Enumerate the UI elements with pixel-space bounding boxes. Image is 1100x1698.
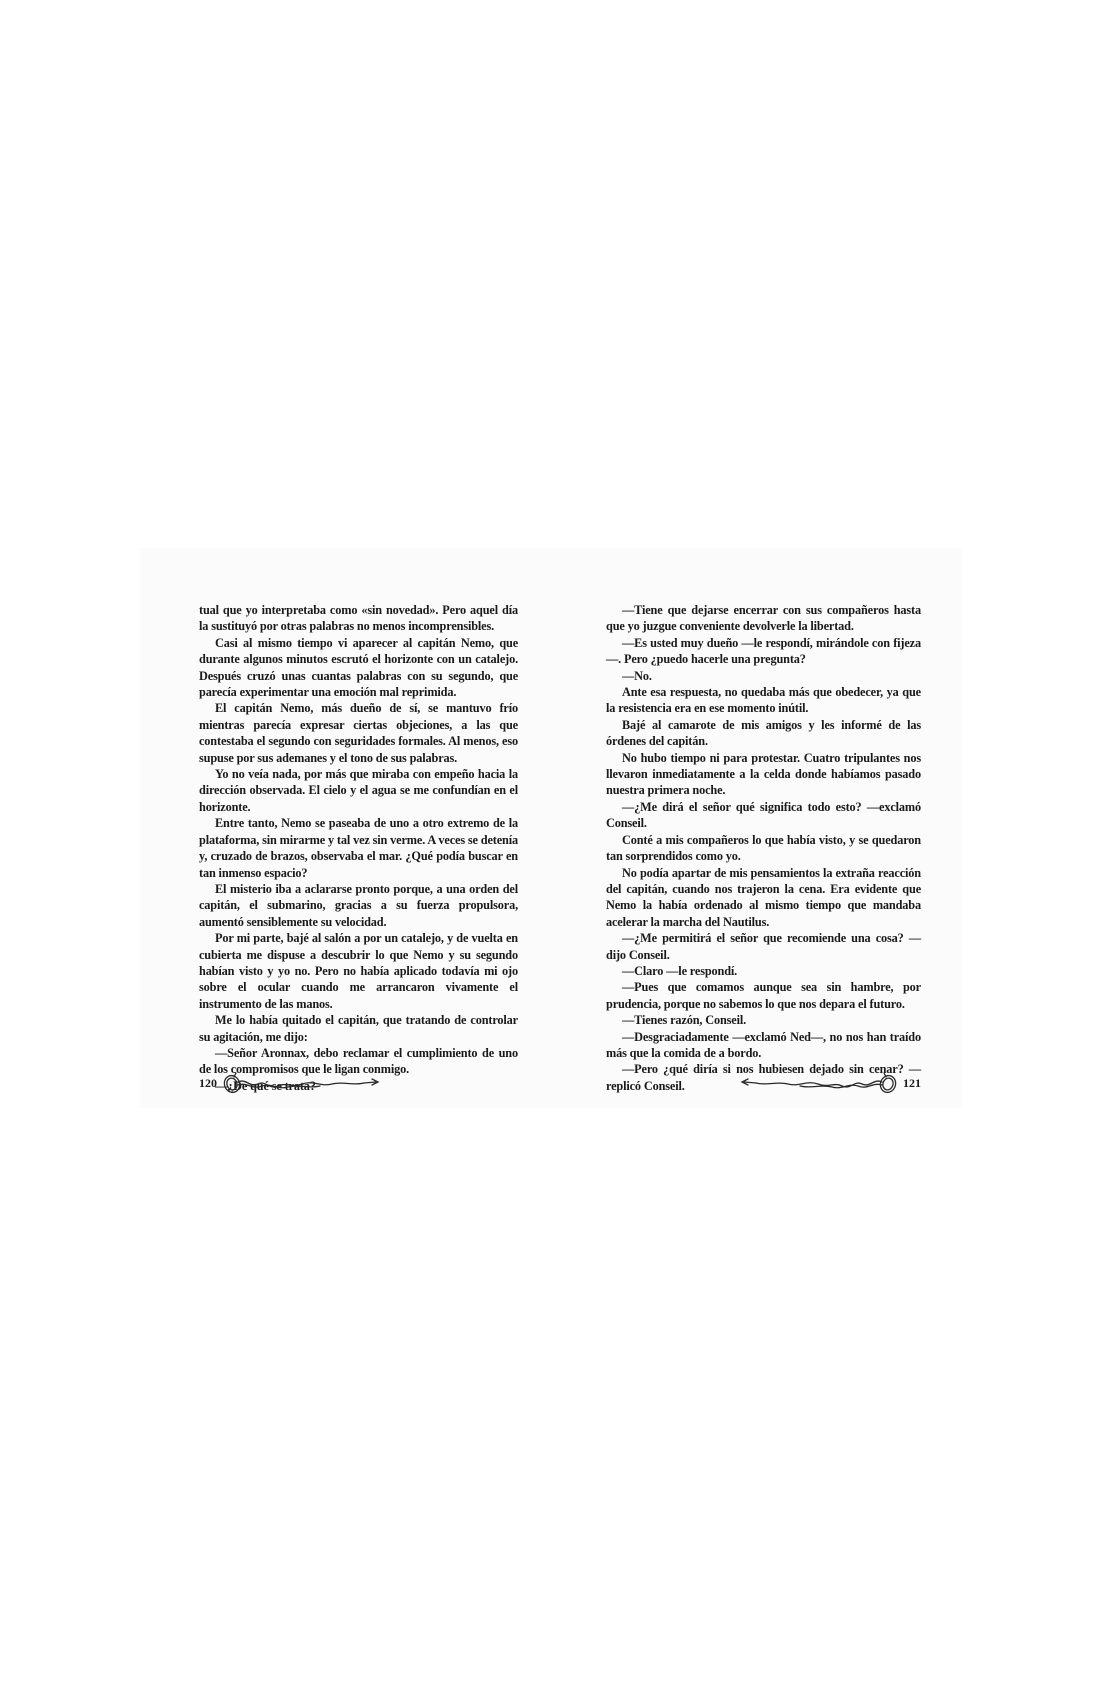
paragraph: Ante esa respuesta, no quedaba más que obedecer, ya que la resistencia era en ese momento inútil.	[606, 685, 921, 716]
paragraph: No hubo tiempo ni para protestar. Cuatro tripulantes nos llevaron inmediatamente a la celda donde habíamos pasado nuestra primera noche.	[606, 750, 921, 798]
pocket-watch-chain-icon	[222, 1070, 382, 1098]
paragraph: El misterio iba a aclararse pronto porque, a una orden del capitán, el submarino, gracias a su fuerza propulsora, aumentó sensiblemente su velocidad.	[199, 881, 518, 929]
book-spread	[140, 548, 962, 1108]
paragraph: Entre tanto, Nemo se paseaba de uno a otro extremo de la plataforma, sin mirarme y tal vez sin verme. A veces se detenía y, cruzado de brazos, observaba el mar. ¿Qué podía buscar en tan inmenso espacio?	[199, 816, 518, 880]
paragraph: —Tiene que dejarse encerrar con sus compañeros hasta que yo juzgue conveniente devolverle la libertad.	[606, 603, 921, 634]
paragraph: —Pues que comamos aunque sea sin hambre, por prudencia, porque no sabemos lo que nos depara el futuro.	[606, 980, 921, 1011]
paragraph: tual que yo interpretaba como «sin novedad». Pero aquel día la sustituyó por otras palabras no menos incomprensibles.	[199, 603, 518, 634]
paragraph: Bajé al camarote de mis amigos y les informé de las órdenes del capitán.	[606, 717, 921, 749]
paragraph: Conté a mis compañeros lo que había visto, y se quedaron tan sorprendidos como yo.	[606, 832, 921, 864]
pocket-watch-chain-icon	[738, 1070, 898, 1098]
page-number: 121	[903, 1076, 921, 1090]
right-page-text	[606, 602, 921, 1094]
paragraph: —Tienes razón, Conseil.	[622, 1013, 747, 1028]
paragraph: Yo no veía nada, por más que miraba con empeño hacia la dirección observada. El cielo y el agua se me confundían en el horizonte.	[199, 767, 518, 814]
right-page-footer	[721, 1070, 921, 1098]
paragraph: —¿Me permitirá el señor que recomiende una cosa? —dijo Conseil.	[606, 931, 921, 962]
paragraph: —Pero ¿qué diría si nos hubiesen dejado sin cenar? —replicó Conseil.	[606, 1062, 921, 1093]
page-number: 120	[199, 1076, 217, 1090]
paragraph: No podía apartar de mis pensamientos la extraña reacción del capitán, cuando nos trajeron la cena. Era evidente que Nemo la había ordenado al mismo tiempo que mandaba acelerar la marcha del Nautilus.	[606, 865, 921, 929]
paragraph: —Señor Aronnax, debo reclamar el cumplimiento de uno de los compromisos que le ligan conmigo.	[199, 1045, 518, 1077]
paragraph: Me lo había quitado el capitán, que tratando de controlar su agitación, me dijo:	[199, 1013, 518, 1044]
paragraph: —Desgraciadamente —exclamó Ned—, no nos han traído más que la comida de a bordo.	[606, 1029, 921, 1060]
left-page-text	[199, 602, 518, 1094]
left-page-footer	[199, 1070, 399, 1098]
paragraph: —¿De qué se trata?	[215, 1078, 316, 1093]
paragraph: —Claro —le respondí.	[622, 963, 738, 978]
paragraph: —¿Me dirá el señor qué significa todo esto? —exclamó Conseil.	[606, 799, 921, 831]
paragraph: Por mi parte, bajé al salón a por un catalejo, y de vuelta en cubierta me dispuse a descubrir lo que Nemo y su segundo habían visto y yo no. Pero no había aplicado todavía mi ojo sobre el ocular cuando me arrancaron vivamente el instrumento de las manos.	[199, 931, 518, 1011]
paragraph: El capitán Nemo, más dueño de sí, se mantuvo frío mientras parecía expresar ciertas objeciones, a las que contestaba el segundo con seguridades formales. Al menos, eso supuse por sus ademanes y el tono de sus palabras.	[199, 701, 518, 765]
paragraph: —No.	[622, 668, 652, 683]
paragraph: —Es usted muy dueño —le respondí, mirándole con fijeza—. Pero ¿puedo hacerle una pregunta?	[606, 635, 921, 667]
paragraph: Casi al mismo tiempo vi aparecer al capitán Nemo, que durante algunos minutos escrutó el horizonte con un catalejo. Después cruzó unas cuantas palabras con su segundo, que parecía experimentar una emoción mal reprimida.	[199, 635, 518, 700]
